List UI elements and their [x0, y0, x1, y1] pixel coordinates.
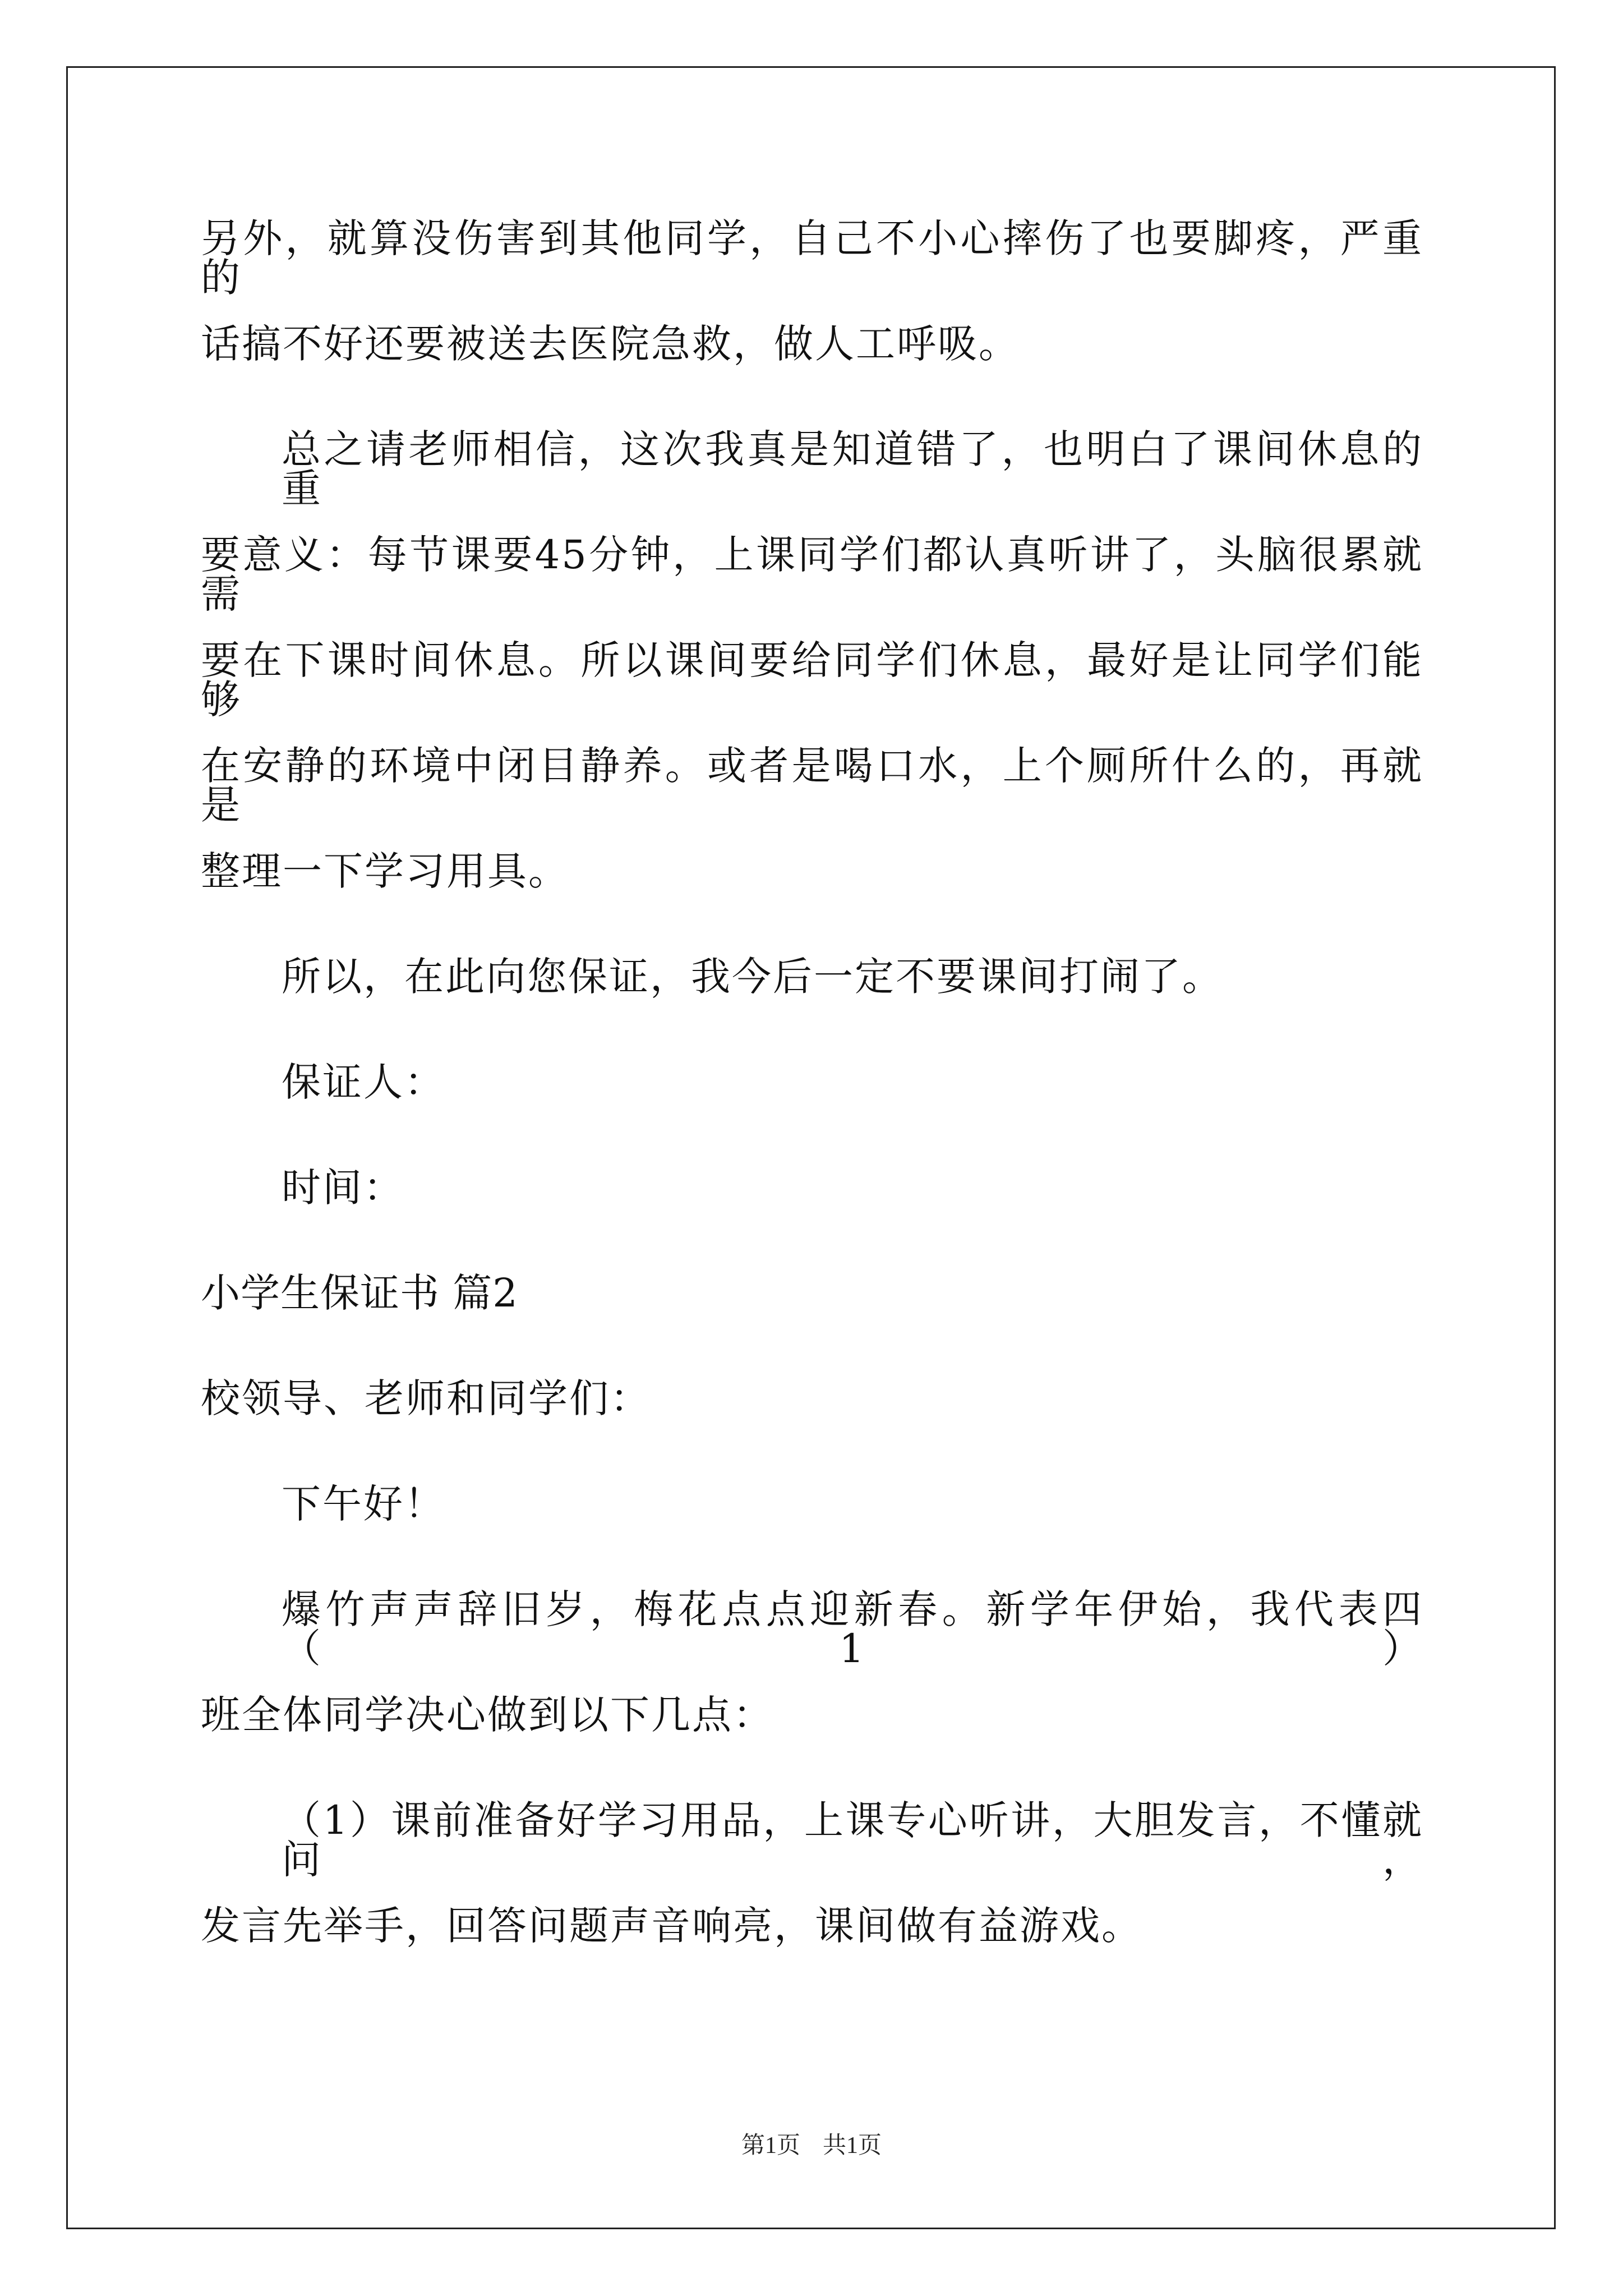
- text-line-3: 总之请老师相信，这次我真是知道错了，也明白了课间休息的重: [282, 426, 1423, 512]
- date-label: 时间：: [282, 1165, 404, 1211]
- text-line-16: （1）课前准备好学习用品，上课专心听讲，大胆发言，不懂就问，: [282, 1797, 1423, 1883]
- section-heading: 小学生保证书 篇2: [201, 1270, 518, 1316]
- text-line-5: 要在下课时间休息。所以课间要给同学们休息，最好是让同学们能够: [201, 637, 1423, 723]
- signer-label: 保证人：: [282, 1059, 445, 1105]
- text-line-7: 整理一下学习用具。: [201, 848, 569, 894]
- page-footer: [0, 2132, 1623, 2160]
- document-body: [201, 215, 1423, 2012]
- greeting: 下午好！: [282, 1481, 445, 1527]
- text-line-2: 话搞不好还要被送去医院急救，做人工呼吸。: [201, 321, 1020, 367]
- page-number: 第1页: [741, 2133, 800, 2159]
- text-line-1: 另外，就算没伤害到其他同学，自己不小心摔伤了也要脚疼，严重的: [201, 215, 1423, 301]
- salutation: 校领导、老师和同学们：: [201, 1375, 651, 1421]
- text-line-8: 所以，在此向您保证，我今后一定不要课间打闹了。: [282, 954, 1223, 1000]
- page-total: 共1页: [823, 2133, 882, 2159]
- text-line-4: 要意义：每节课要45分钟，上课同学们都认真听讲了，头脑很累就需: [201, 532, 1423, 617]
- text-line-6: 在安静的环境中闭目静养。或者是喝口水，上个厕所什么的，再就是: [201, 743, 1423, 828]
- text-line-14: 爆竹声声辞旧岁，梅花点点迎新春。新学年伊始，我代表四（1）: [282, 1586, 1423, 1672]
- text-line-17: 发言先举手，回答问题声音响亮，课间做有益游戏。: [201, 1903, 1142, 1949]
- text-line-15: 班全体同学决心做到以下几点：: [201, 1692, 774, 1738]
